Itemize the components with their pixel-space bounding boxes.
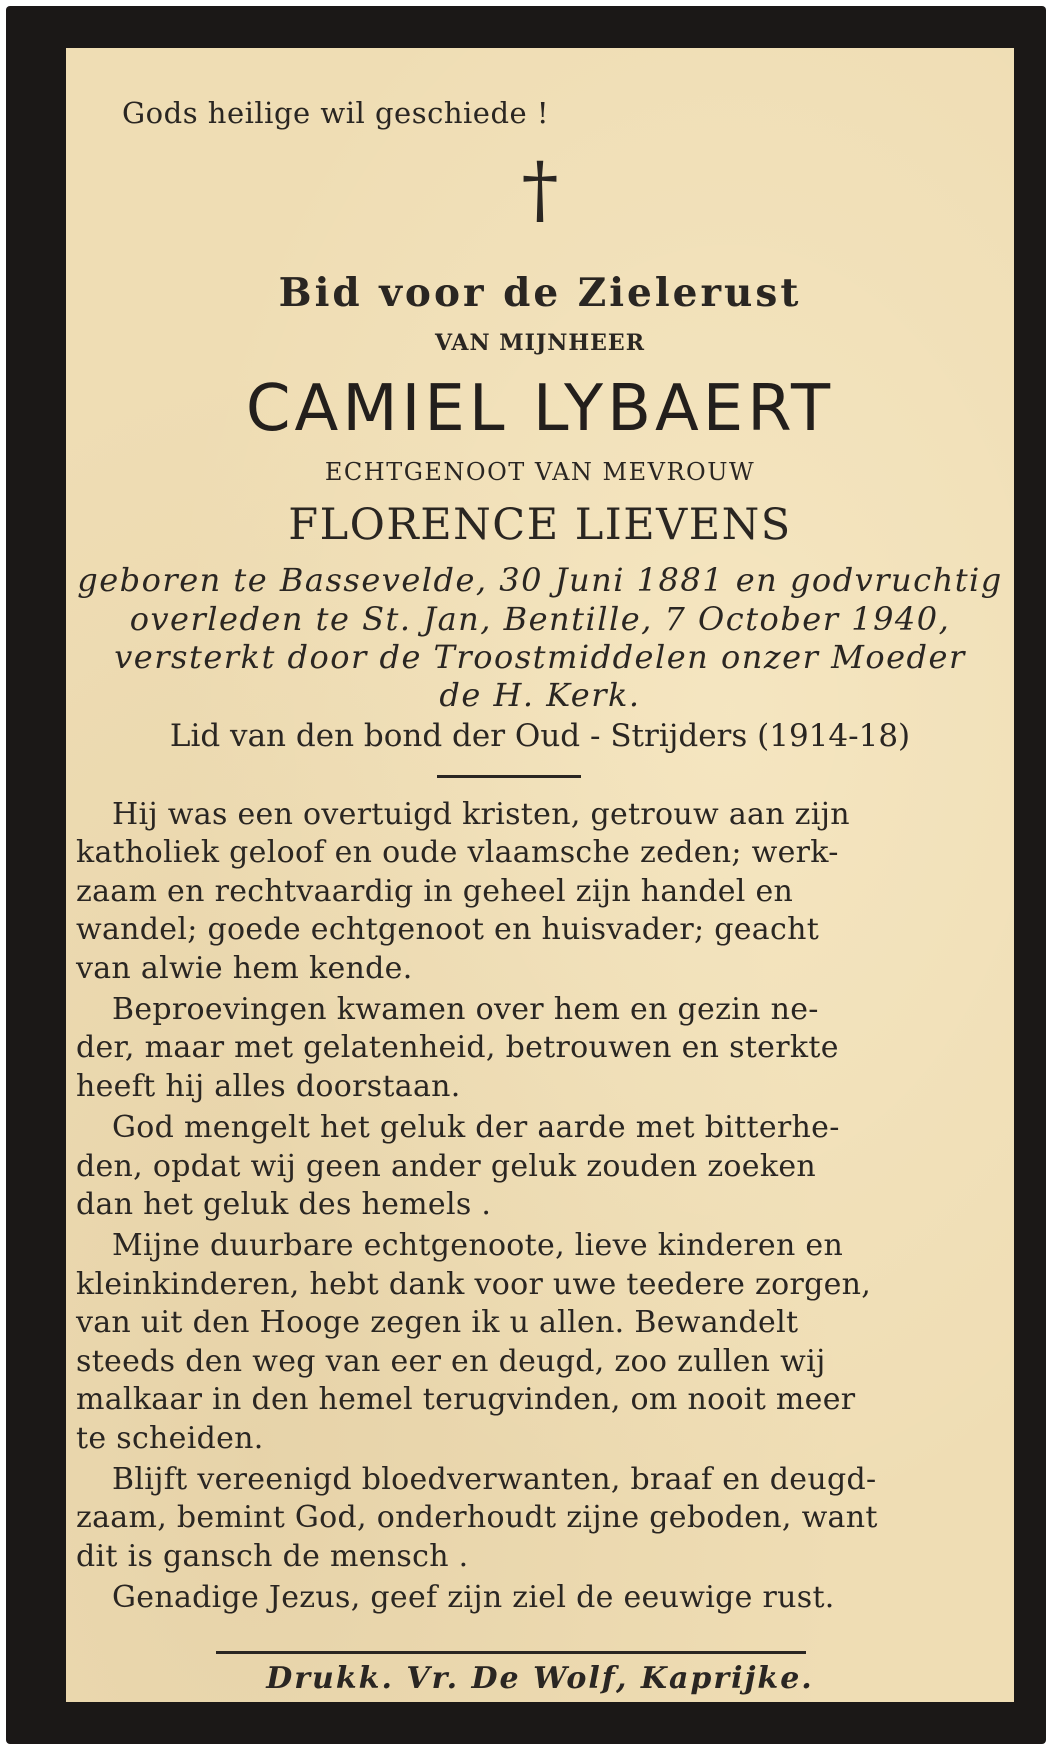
text-line: katholiek geloof en oude vlaamsche zeden; werk- — [76, 835, 839, 871]
text-line: malkaar in den hemel terugvinden, om nooit meer — [76, 1382, 856, 1418]
paragraph — [76, 1227, 938, 1457]
text-line: van alwie hem kende. — [76, 950, 413, 986]
spouse-intro: ECHTGENOOT VAN MEVROUW — [324, 458, 756, 486]
text-line: kleinkinderen, hebt dank voor uwe teedere zorgen, — [76, 1266, 872, 1302]
paragraph — [76, 796, 938, 988]
divider — [216, 1651, 806, 1654]
text-line: der, maar met gelatenheid, betrouwen en sterkte — [76, 1030, 839, 1066]
text-line: zaam en rechtvaardig in geheel zijn handel en — [76, 873, 794, 909]
text-line: Genadige Jezus, geef zijn ziel de eeuwige rust. — [112, 1580, 835, 1616]
bio-line: versterkt door de Troostmiddelen onzer Moeder — [114, 638, 966, 676]
bio-line: de H. Kerk. — [439, 676, 641, 714]
text-line: Mijne duurbare echtgenoote, lieve kinderen en — [112, 1228, 844, 1264]
text-line: dit is gansch de mensch . — [76, 1538, 469, 1574]
closing-prayer — [76, 1579, 938, 1617]
deceased-name: CAMIEL LYBAERT — [245, 372, 835, 446]
text-line: Blijft vereenigd bloedverwanten, braaf en deugd- — [112, 1461, 877, 1497]
bio-line: geboren te Bassevelde, 30 Juni 1881 en godvruchtig — [77, 561, 1003, 599]
paragraph — [76, 1461, 938, 1576]
prayer-heading: Bid voor de Zielerust — [278, 270, 802, 316]
text-line: dan het geluk des hemels . — [76, 1187, 492, 1223]
spouse-name: FLORENCE LIEVENS — [288, 500, 792, 550]
motto: Gods heilige wil geschiede ! — [122, 96, 550, 130]
card-paper — [66, 48, 1014, 1702]
memorial-text — [76, 796, 938, 1621]
text-line: zaam, bemint God, onderhoudt zijne geboden, want — [76, 1500, 878, 1536]
text-line: Hij was een overtuigd kristen, getrouw aan zijn — [112, 797, 850, 832]
text-line: Beproevingen kwamen over hem en gezin ne- — [112, 992, 819, 1028]
text-line: den, opdat wij geen ander geluk zouden zoeken — [76, 1148, 816, 1184]
bio-line: overleden te St. Jan, Bentille, 7 October 1940, — [129, 600, 951, 638]
text-line: van uit den Hooge zegen ik u allen. Bewandelt — [76, 1305, 799, 1341]
paragraph — [76, 1109, 938, 1224]
divider — [437, 775, 581, 778]
text-line: te scheiden. — [76, 1420, 264, 1456]
memorial-card — [6, 6, 1046, 1744]
text-line: heeft hij alles doorstaan. — [76, 1068, 461, 1104]
text-line: God mengelt het geluk der aarde met bitterhe- — [112, 1110, 840, 1146]
text-line: wandel; goede echtgenoot en huisvader; geacht — [76, 912, 820, 948]
text-line: steeds den weg van eer en deugd, zoo zullen wij — [76, 1343, 826, 1379]
paragraph — [76, 991, 938, 1106]
member-line: Lid van den bond der Oud - Strijders (1914-18) — [169, 718, 911, 754]
van-mijnheer: VAN MIJNHEER — [435, 330, 645, 356]
cross-icon: † — [521, 147, 559, 233]
printer-credit: Drukk. Vr. De Wolf, Kaprijke. — [266, 1661, 814, 1696]
